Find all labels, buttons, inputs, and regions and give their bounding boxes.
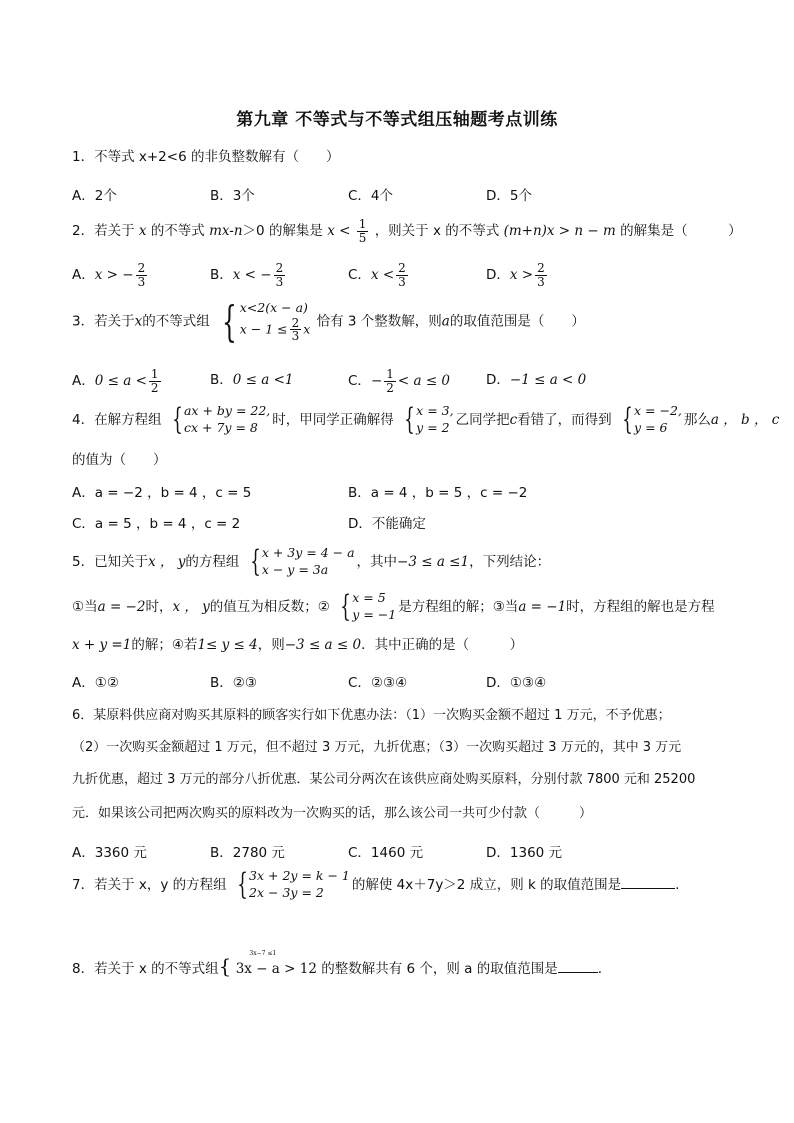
question-3: 3．若关于x的不等式组 { x<2(x − a) x − 1 ≤ $\frac{2}{3}$ x 恰有 3 个整数解，则a的取值范围是（ ） [72, 296, 585, 346]
q2-option-c: C．x < $\frac{2}{3}$ [348, 261, 406, 289]
question-8: 8．若关于 x 的不等式组{ 3x − a > 12 3x−7 ≤1 的整数解共有 6 个，则 a 的取值范围是 . [72, 950, 603, 978]
q4-option-c: C．a = 5 ，b = 4 ，c = 2 [72, 516, 241, 532]
q5-system: { x + 3y = 4 − a x − y = 3a [250, 543, 355, 579]
q1-option-b: B．3个 [210, 188, 255, 204]
q6-option-a: A．3360 元 [72, 845, 147, 861]
q2-option-a: A．x > − $\frac{2}{3}$ [72, 261, 146, 289]
q2-option-b: B．x < − $\frac{2}{3}$ [210, 261, 284, 289]
q3-option-c: C．− $\frac{1}{2}$ < a ≤ 0 [348, 367, 451, 395]
q3-option-a: A．0 ≤ a < $\frac{1}{2}$ [72, 367, 159, 395]
q2-option-d: D．x > $\frac{2}{3}$ [486, 261, 545, 289]
q6-line-2: （2）一次购买金额超过 1 万元，但不超过 3 万元，九折优惠；（3）一次购买超过 3 万元的，其中 3 万元 [72, 740, 682, 755]
q5-line-2: ①当a = −2时，x ， y的值互为相反数；② { x = 5 y = −1 是方程组的解；③当a = −1时，方程组的解也是方程 [72, 588, 715, 624]
q4-option-d: D．不能确定 [348, 516, 426, 532]
q5-system-2: { x = 5 y = −1 [340, 588, 397, 624]
q3-option-b: B．0 ≤ a <1 [210, 372, 294, 388]
question-7: 7．若关于 x，y 的方程组 { 3x + 2y = k − 1 2x − 3y = 2 的解使 4x＋7y＞2 成立，则 k 的取值范围是 . [72, 866, 680, 902]
q6-option-b: B．2780 元 [210, 845, 285, 861]
q3-inequality-system: { x<2(x − a) x − 1 ≤ $\frac{2}{3}$ x [222, 296, 311, 346]
q4-line-2: 的值为（ ） [72, 452, 167, 468]
q6-line-3: 九折优惠，超过 3 万元的部分八折优惠．某公司分两次在该供应商处购买原料，分别付款 7800 元和 25200 [72, 772, 696, 787]
q5-option-b: B．②③ [210, 675, 257, 691]
q8-answer-blank[interactable] [558, 972, 598, 973]
q5-line-3: x + y =1的解；④若1≤ y ≤ 4，则−3 ≤ a ≤ 0．其中正确的是（ ） [72, 637, 524, 653]
page-title: 第九章 不等式与不等式组压轴题考点训练 [236, 110, 558, 130]
q6-option-c: C．1460 元 [348, 845, 424, 861]
q7-system: { 3x + 2y = k − 1 2x − 3y = 2 [237, 866, 350, 902]
q4-system-1: { ax + by = 22, cx + 7y = 8 [172, 401, 271, 437]
question-4: 4．在解方程组 { ax + by = 22, cx + 7y = 8 时，甲同学正确解得 { x = 3, y = 2 乙同学把c看错了，而得到 { x = −2, y = 6 那么a ， b ， c [72, 401, 780, 437]
q4-system-3: { x = −2, y = 6 [622, 401, 682, 437]
q1-option-c: C．4个 [348, 188, 394, 204]
q5-option-d: D．①③④ [486, 675, 547, 691]
q1-option-a: A．2个 [72, 188, 117, 204]
q5-option-a: A．①② [72, 675, 119, 691]
question-2: 2．若关于 x 的不等式 mx-n＞0 的解集是 x < $\frac{1}{5}$ ，则关于 x 的不等式 (m+n)x > n − m 的解集是（ ） [72, 217, 742, 245]
q4-system-2: { x = 3, y = 2 [404, 401, 454, 437]
q7-answer-blank[interactable] [621, 888, 675, 889]
q5-option-c: C．②③④ [348, 675, 408, 691]
question-5: 5．已知关于x ， y的方程组 { x + 3y = 4 − a x − y = 3a ，其中−3 ≤ a ≤1，下列结论： [72, 543, 551, 579]
question-1: 1．不等式 x+2<6 的非负整数解有（ ） [72, 149, 340, 165]
q3-option-d: D．−1 ≤ a < 0 [486, 372, 587, 388]
q4-option-a: A．a = −2 ，b = 4 ，c = 5 [72, 485, 252, 501]
q4-option-b: B．a = 4 ，b = 5 ，c = −2 [348, 485, 528, 501]
q6-line-4: 元．如果该公司把两次购买的原料改为一次购买的话，那么该公司一共可少付款（ ） [72, 806, 593, 821]
q1-option-d: D．5个 [486, 188, 532, 204]
q6-option-d: D．1360 元 [486, 845, 563, 861]
q2-fraction: $\frac{1}{5}$ [358, 217, 367, 245]
q6-line-1: 6．某原料供应商对购买其原料的顾客实行如下优惠办法：（1）一次购买金额不超过 1 万元，不予优惠； [72, 708, 671, 723]
